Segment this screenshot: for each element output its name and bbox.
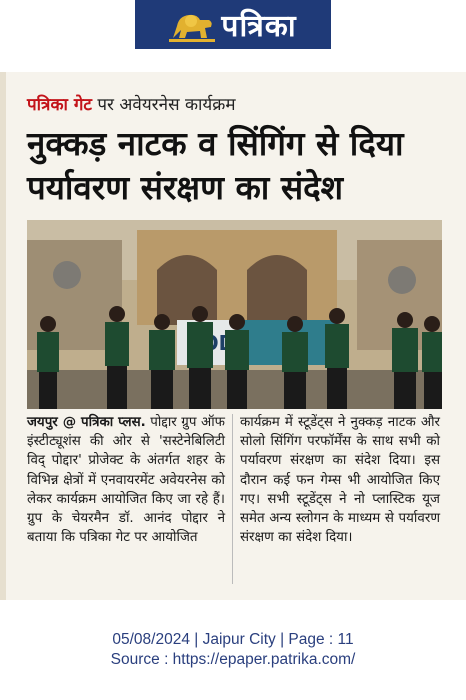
article-kicker (27, 92, 236, 115)
kicker-text: पर अवेयरनेस कार्यक्रम (91, 95, 236, 115)
article-body-left-text: पोद्दार ग्रुप ऑफ इंस्टीट्यूशंस की ओर से 'सस्टेनेबिलिटी विद् पोद्दार' प्रोजेक्ट के अंतर्गत शहर के विभिन्न क्षेत्रों में एनवायरमेंट अवेयरनेस को लेकर कार्यक्रम आयोजित किए जा रहे हैं। ग्रुप के चेयरमैन डॉ. आनंद पोद्दार ने बताया कि पत्रिका गेट पर आयोजित (27, 415, 226, 546)
edition-info: 05/08/2024 | Jaipur City | Page : 11 (112, 631, 354, 648)
masthead-logo (135, 0, 331, 49)
masthead-brand: पत्रिका (221, 9, 297, 44)
article-photo (27, 220, 442, 409)
lion-icon (169, 8, 215, 42)
column-divider (232, 414, 233, 584)
photo-illustration (27, 220, 442, 409)
article-body-left (27, 413, 225, 547)
clipping-edge (0, 72, 6, 600)
kicker-tag: पत्रिका गेट (27, 95, 92, 115)
source-info: Source : https://epaper.patrika.com/ (110, 651, 356, 668)
article-body-right: कार्यक्रम में स्टूडेंट्स ने नुक्कड़ नाटक और सोलो सिंगिंग परफॉर्मेंस के साथ सभी को पर्यावरण संरक्षण का संदेश दिया। इस दौरान कई फन गेम्स भी आयोजित किए गए। सभी स्टूडेंट्स ने नो प्लास्टिक यूज समेत अन्य स्लोगन के माध्यम से पर्यावरण संरक्षण का संदेश दिया। (240, 415, 440, 546)
article-headline: नुक्कड़ नाटक व सिंगिंग से दिया पर्यावरण संरक्षण का संदेश (27, 124, 404, 207)
article-dateline: जयपुर @ पत्रिका प्लस. (27, 415, 146, 430)
